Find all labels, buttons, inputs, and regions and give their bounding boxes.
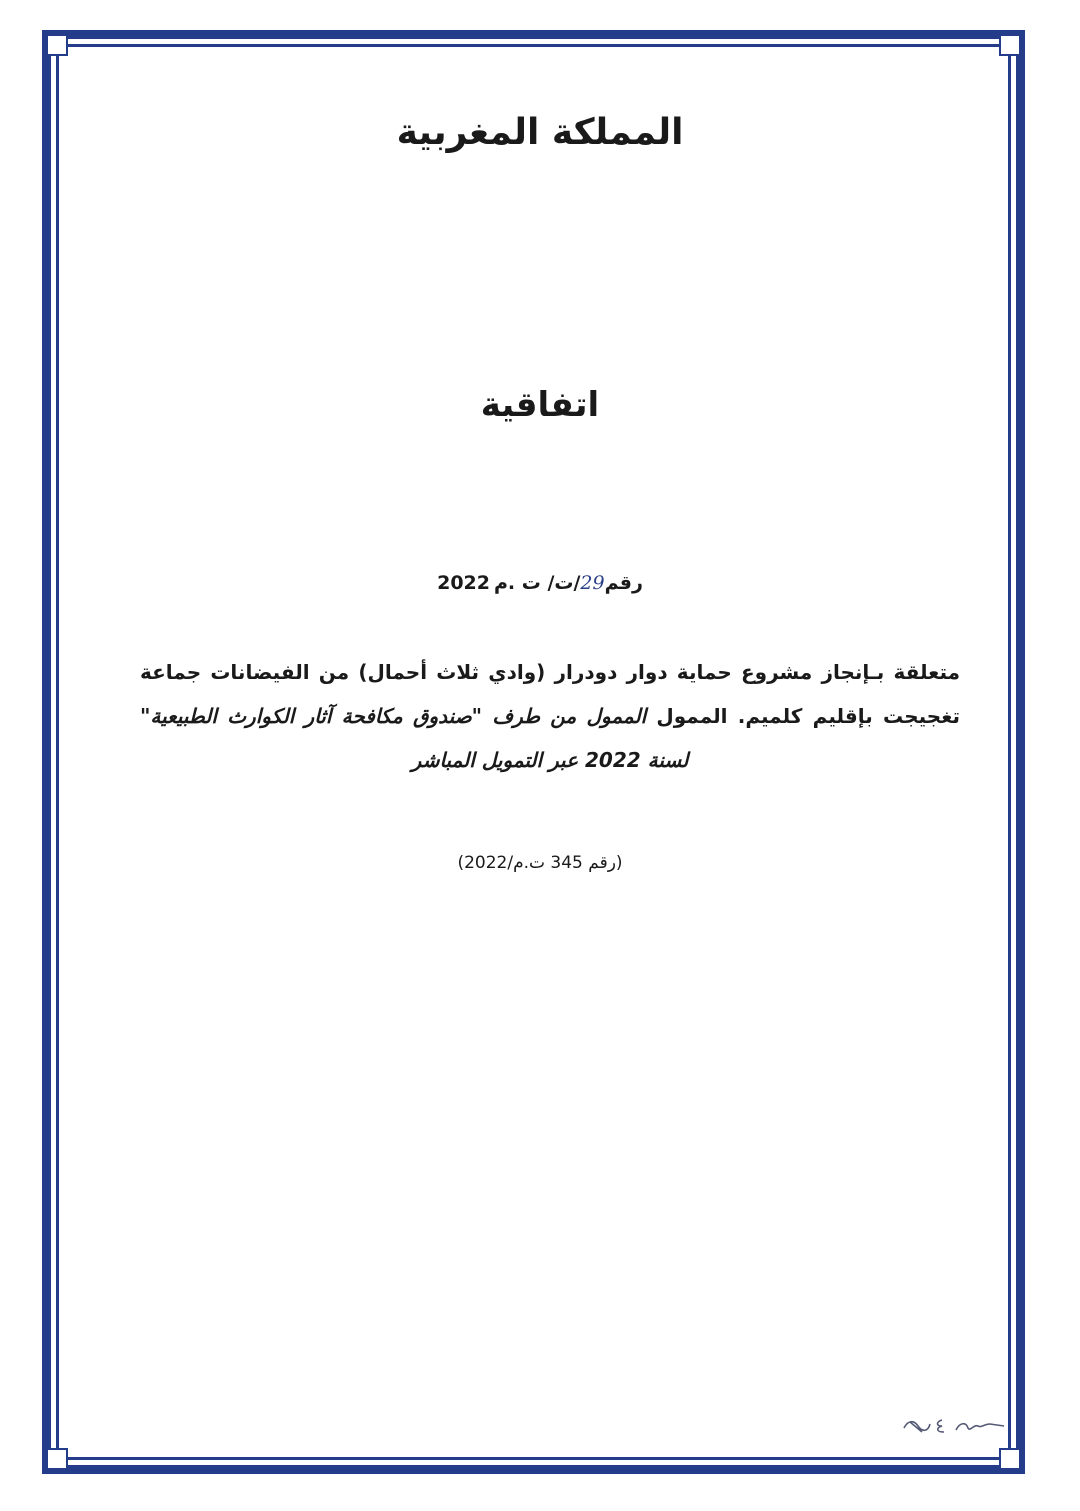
secondary-reference: (رقم 345 ت.م/2022) [457,853,623,873]
initials-signature [898,1412,1008,1438]
reference-handwritten-number: 29 [580,572,605,594]
subject-funding-text: الممول من طرف "صندوق مكافحة آثار الكوارث الطبيعية" لسنة 2022 عبر التمويل المباشر [140,704,689,772]
border-corner-ornament [46,1448,68,1470]
border-corner-ornament [999,34,1021,56]
reference-prefix: رقم [604,572,643,594]
border-corner-ornament [999,1448,1021,1470]
reference-year: 2022 [437,572,490,594]
kingdom-title: المملكة المغربية [396,112,684,153]
reference-suffix: /ت/ ت .م [493,572,581,594]
subject-text: متعلقة بـإنجاز مشروع حماية دوار دودرار (وادي ثلاث أحمال) من الفيضانات جماعة تغجيجت بإقليم كلميم. الممول [140,660,960,728]
agreement-title: اتفاقية [480,385,600,425]
border-corner-ornament [46,34,68,56]
agreement-subject [140,650,960,782]
agreement-reference [0,572,1080,594]
